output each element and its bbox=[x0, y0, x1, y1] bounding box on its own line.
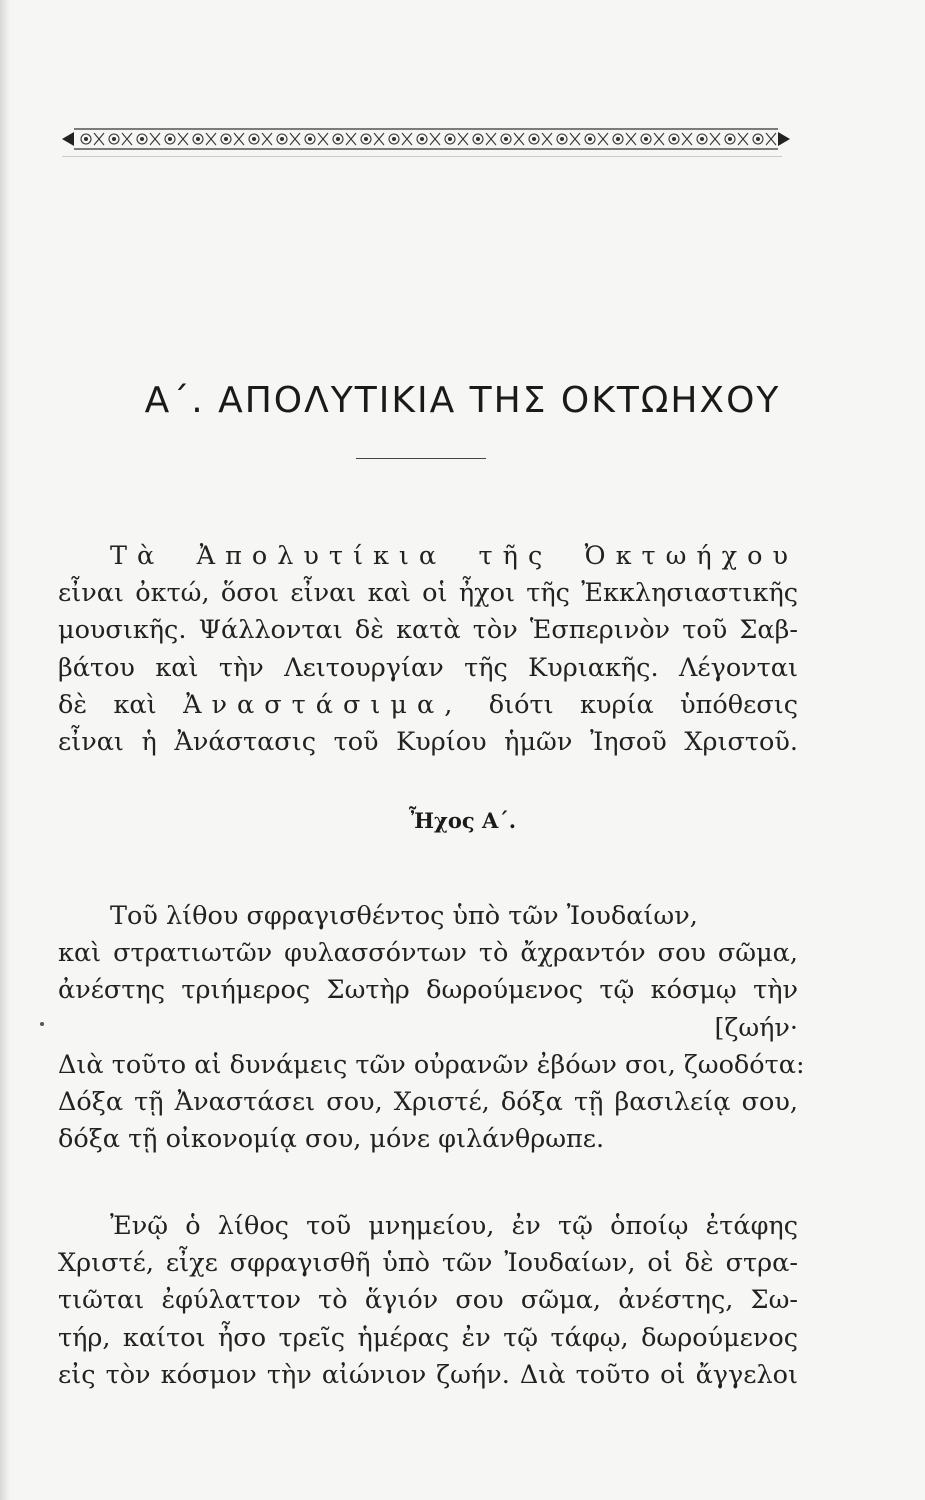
paraphrase-line-5: εἰς τὸν κόσμον τὴν αἰώνιον ζωήν. Διὰ τοῦτο οἱ ἄγγελοι bbox=[58, 1359, 798, 1390]
intro-line-4: βάτου καὶ τὴν Λειτουργίαν τῆς Κυριακῆς. Λέγονται bbox=[58, 652, 798, 683]
troparion-line-7: δόξα τῇ οἰκονομίᾳ σου, μόνε φιλάνθρωπε. bbox=[58, 1124, 605, 1155]
paraphrase-line-1: Ἐνῷ ὁ λίθος τοῦ μνημείου, ἐν τῷ ὁποίῳ ἐτάφης bbox=[110, 1211, 798, 1241]
troparion-text bbox=[58, 898, 805, 1158]
ornamental-header-band bbox=[62, 126, 790, 152]
header-rule bbox=[62, 156, 782, 157]
intro-line-6: εἶναι ἡ Ἀνάστασις τοῦ Κυρίου ἡμῶν Ἰησοῦ Χριστοῦ. bbox=[58, 726, 798, 757]
troparion-line-1: Τοῦ λίθου σφραγισθέντος ὑπὸ τῶν Ἰουδαίων, bbox=[110, 901, 698, 931]
intro-line-2: εἶναι ὀκτώ, ὅσοι εἶναι καὶ οἱ ἦχοι τῆς Ἐκκλησιαστικῆς bbox=[58, 578, 798, 609]
intro-line-5-start: δὲ καὶ bbox=[58, 689, 157, 720]
intro-line-3: μουσικῆς. Ψάλλονται δὲ κατὰ τὸν Ἑσπερινὸν τοῦ Σαβ- bbox=[58, 615, 798, 646]
page-binding-edge bbox=[0, 0, 10, 1500]
chapter-title: Α΄. ΑΠΟΛΥΤΙΚΙΑ ΤΗΣ ΟΚΤΩΗΧΟΥ bbox=[144, 380, 781, 421]
intro-line-5-spaced-word: Ἀναστάσιμα, bbox=[183, 689, 463, 720]
troparion-line-3: ἀνέστης τριήμερος Σωτὴρ δωρούμενος τῷ κόσμῳ τὴν bbox=[58, 975, 798, 1006]
paraphrase-line-4: τήρ, καίτοι ἦσο τρεῖς ἡμέρας ἐν τῷ τάφῳ, δωρούμενος bbox=[58, 1322, 798, 1353]
intro-line-1: Τὰ Ἀπολυτίκια τῆς Ὀκτωήχου bbox=[110, 541, 798, 571]
paraphrase-line-3: τιῶται ἐφύλαττον τὸ ἅγιόν σου σῶμα, ἀνέστης, Σω- bbox=[58, 1285, 798, 1316]
title-underline bbox=[356, 458, 486, 459]
mode-heading: Ἦχος Α΄. bbox=[408, 808, 517, 833]
intro-line-5-end: διότι κυρία ὑπόθεσις bbox=[488, 689, 799, 720]
troparion-line-5: Διὰ τοῦτο αἱ δυνάμεις τῶν οὐρανῶν ἐβόων σοι, ζωοδότα: bbox=[58, 1049, 805, 1080]
troparion-line-4: [ζωήν· bbox=[714, 1012, 798, 1043]
paraphrase-paragraph bbox=[58, 1208, 798, 1394]
intro-paragraph bbox=[58, 538, 798, 761]
troparion-line-6: Δόξα τῇ Ἀναστάσει σου, Χριστέ, δόξα τῇ βασιλείᾳ σου, bbox=[58, 1086, 798, 1117]
margin-mark bbox=[40, 1022, 44, 1026]
intro-line-5 bbox=[58, 687, 798, 724]
troparion-line-2: καὶ στρατιωτῶν φυλασσόντων τὸ ἄχραντόν σου σῶμα, bbox=[58, 938, 798, 969]
paraphrase-line-2: Χριστέ, εἶχε σφραγισθῆ ὑπὸ τῶν Ἰουδαίων, οἱ δὲ στρα- bbox=[58, 1248, 798, 1279]
